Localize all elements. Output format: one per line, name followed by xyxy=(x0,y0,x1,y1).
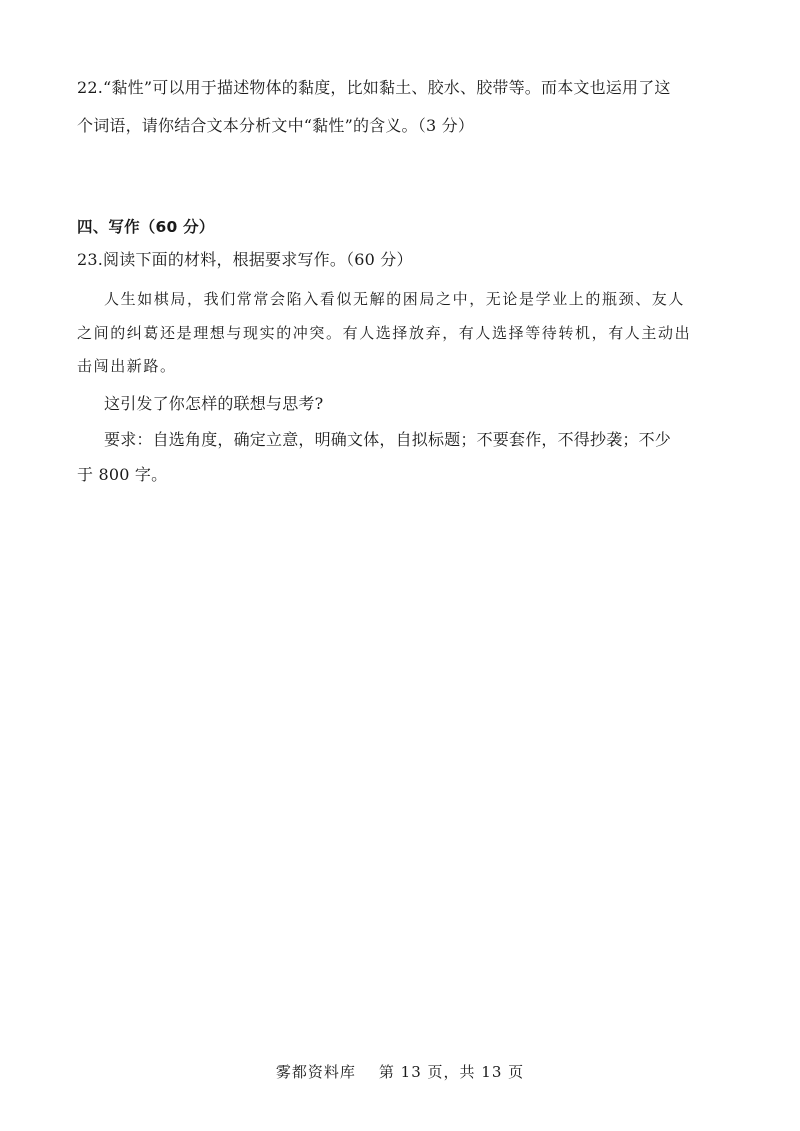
requirements-line-2: 于 800 字。 xyxy=(77,465,168,484)
section-heading-writing: 四、写作（60 分） xyxy=(77,218,215,236)
material-line-2: 之间的纠葛还是理想与现实的冲突。有人选择放弃，有人选择等待转机，有人主动出 xyxy=(77,324,692,342)
requirements-line-1: 要求：自选角度，确定立意，明确文体，自拟标题；不要套作，不得抄袭；不少 xyxy=(104,430,672,449)
page-footer: 雾都资料库 第 13 页，共 13 页 xyxy=(275,1063,525,1081)
material-line-3: 击闯出新路。 xyxy=(77,357,177,375)
material-line-1: 人生如棋局，我们常常会陷入看似无解的困局之中，无论是学业上的瓶颈、友人 xyxy=(104,290,686,308)
question-22-line-1: 22.“黏性”可以用于描述物体的黏度，比如黏土、胶水、胶带等。而本文也运用了这 xyxy=(77,78,671,97)
question-23-prompt: 23.阅读下面的材料，根据要求写作。（60 分） xyxy=(77,250,413,269)
writing-question: 这引发了你怎样的联想与思考? xyxy=(104,394,324,413)
question-22-line-2: 个词语，请你结合文本分析文中“黏性”的含义。（3 分） xyxy=(77,116,475,135)
